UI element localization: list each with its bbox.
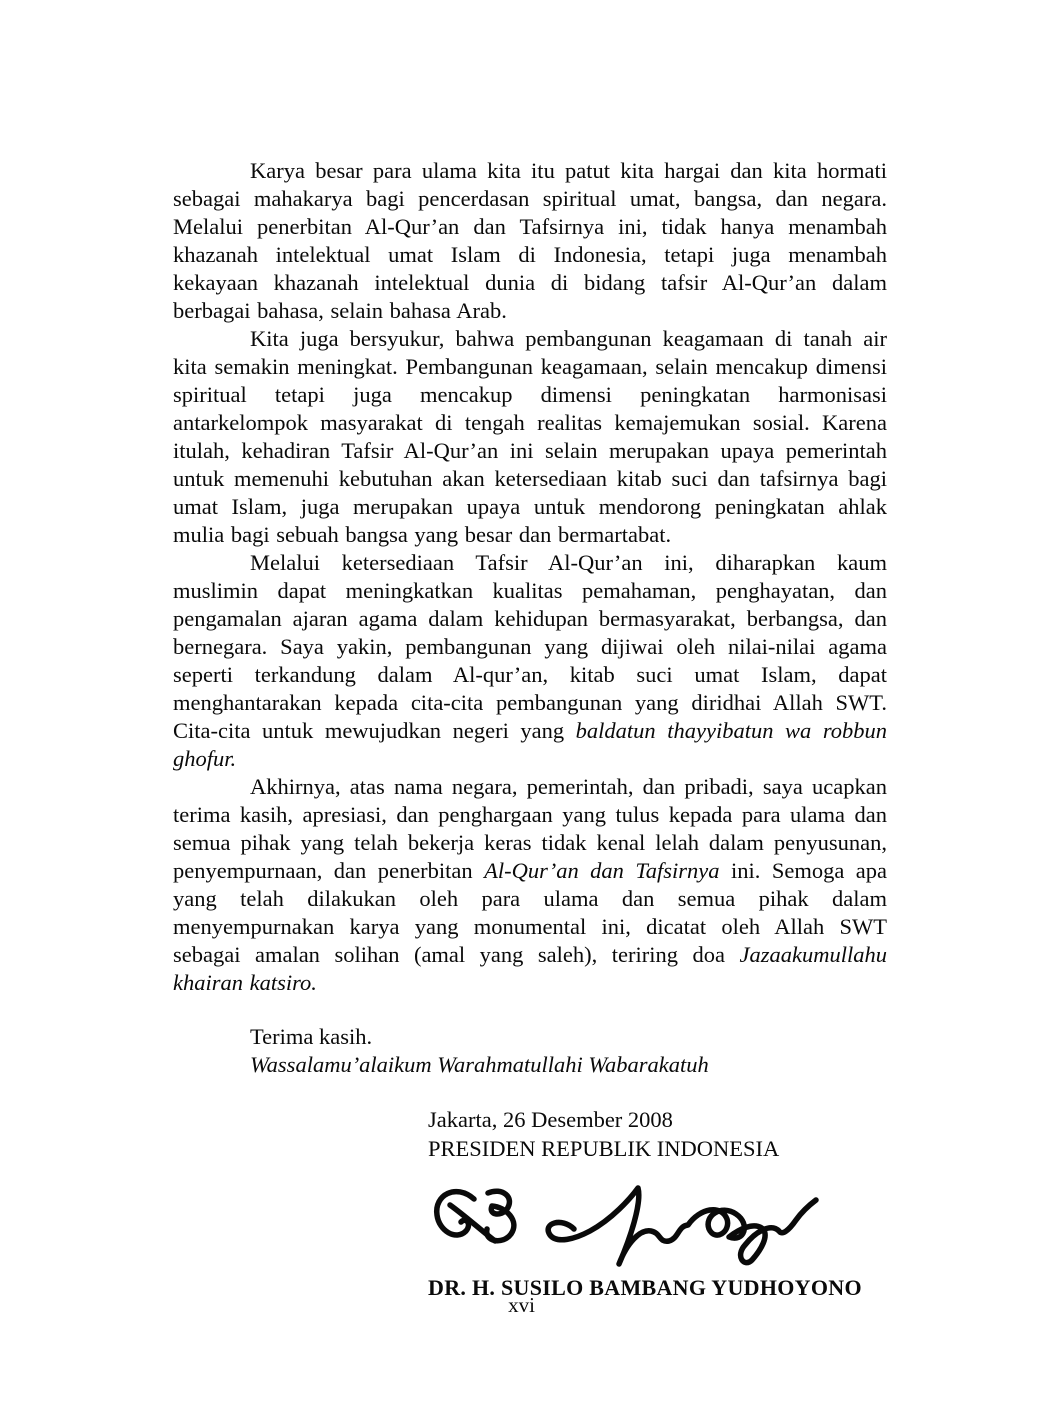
signature-icon <box>422 1179 842 1271</box>
signature-image <box>422 1179 887 1271</box>
body-paragraph: Melalui ketersediaan Tafsir Al-Qur’an ini, diharapkan kaum muslimin dapat meningkatkan kualitas pemahaman, penghayatan, dan pengamalan ajaran agama dalam kehidupan bermasyarakat, berbangsa, dan bernegara. Saya yakin, pembangunan yang dijiwai oleh nilai-nilai agama seperti terkandung dalam Al-qur’an, kitab suci umat Islam, dapat menghantarakan kepada cita-cita pembangunan yang diridhai Allah SWT. Cita-cita untuk mewujudkan negeri yang baldatun thayyibatun wa robbun ghofur. <box>173 550 887 771</box>
body-paragraph: Karya besar para ulama kita itu patut kita hargai dan kita hormati sebagai mahakarya bagi pencerdasan spiritual umat, bangsa, dan negara. Melalui penerbitan Al-Qur’an dan Tafsirnya ini, tidak hanya menambah khazanah intelektual umat Islam di Indonesia, tetapi juga menambah kekayaan khazanah intelektual dunia di bidang tafsir Al-Qur’an dalam berbagai bahasa, selain bahasa Arab. <box>173 158 887 323</box>
signature-block <box>428 1105 887 1302</box>
closing-thanks: Terima kasih. <box>250 1024 373 1049</box>
signer-name: DR. H. SUSILO BAMBANG YUDHOYONO <box>428 1275 862 1300</box>
place-and-date: Jakarta, 26 Desember 2008 <box>428 1107 673 1132</box>
page-body <box>173 157 887 1302</box>
signer-title: PRESIDEN REPUBLIK INDONESIA <box>428 1136 780 1161</box>
page-number: xvi <box>508 1293 535 1317</box>
body-paragraph: Akhirnya, atas nama negara, pemerintah, dan pribadi, saya ucapkan terima kasih, apresiasi, dan penghargaan yang tulus kepada para ulama dan semua pihak yang telah bekerja keras tidak kenal lelah dalam penyusunan, penyempurnaan, dan penerbitan Al-Qur’an dan Tafsirnya ini. Semoga apa yang telah dilakukan oleh para ulama dan semua pihak dalam menyempurnakan karya yang monumental ini, dicatat oleh Allah SWT sebagai amalan solihan (amal yang saleh), teriring doa Jazaakumullahu khairan katsiro. <box>173 774 887 995</box>
closing-salutation: Wassalamu’alaikum Warahmatullahi Wabarakatuh <box>250 1052 709 1077</box>
body-paragraph: Kita juga bersyukur, bahwa pembangunan keagamaan di tanah air kita semakin meningkat. Pembangunan keagamaan, selain mencakup dimensi spiritual tetapi juga mencakup dimensi peningkatan harmonisasi antarkelompok masyarakat di tengah realitas kemajemukan sosial. Karena itulah, kehadiran Tafsir Al-Qur’an ini selain merupakan upaya pemerintah untuk memenuhi kebutuhan akan ketersediaan kitab suci dan tafsirnya bagi umat Islam, juga merupakan upaya untuk mendorong peningkatan ahlak mulia bagi sebuah bangsa yang besar dan bermartabat. <box>173 326 887 547</box>
